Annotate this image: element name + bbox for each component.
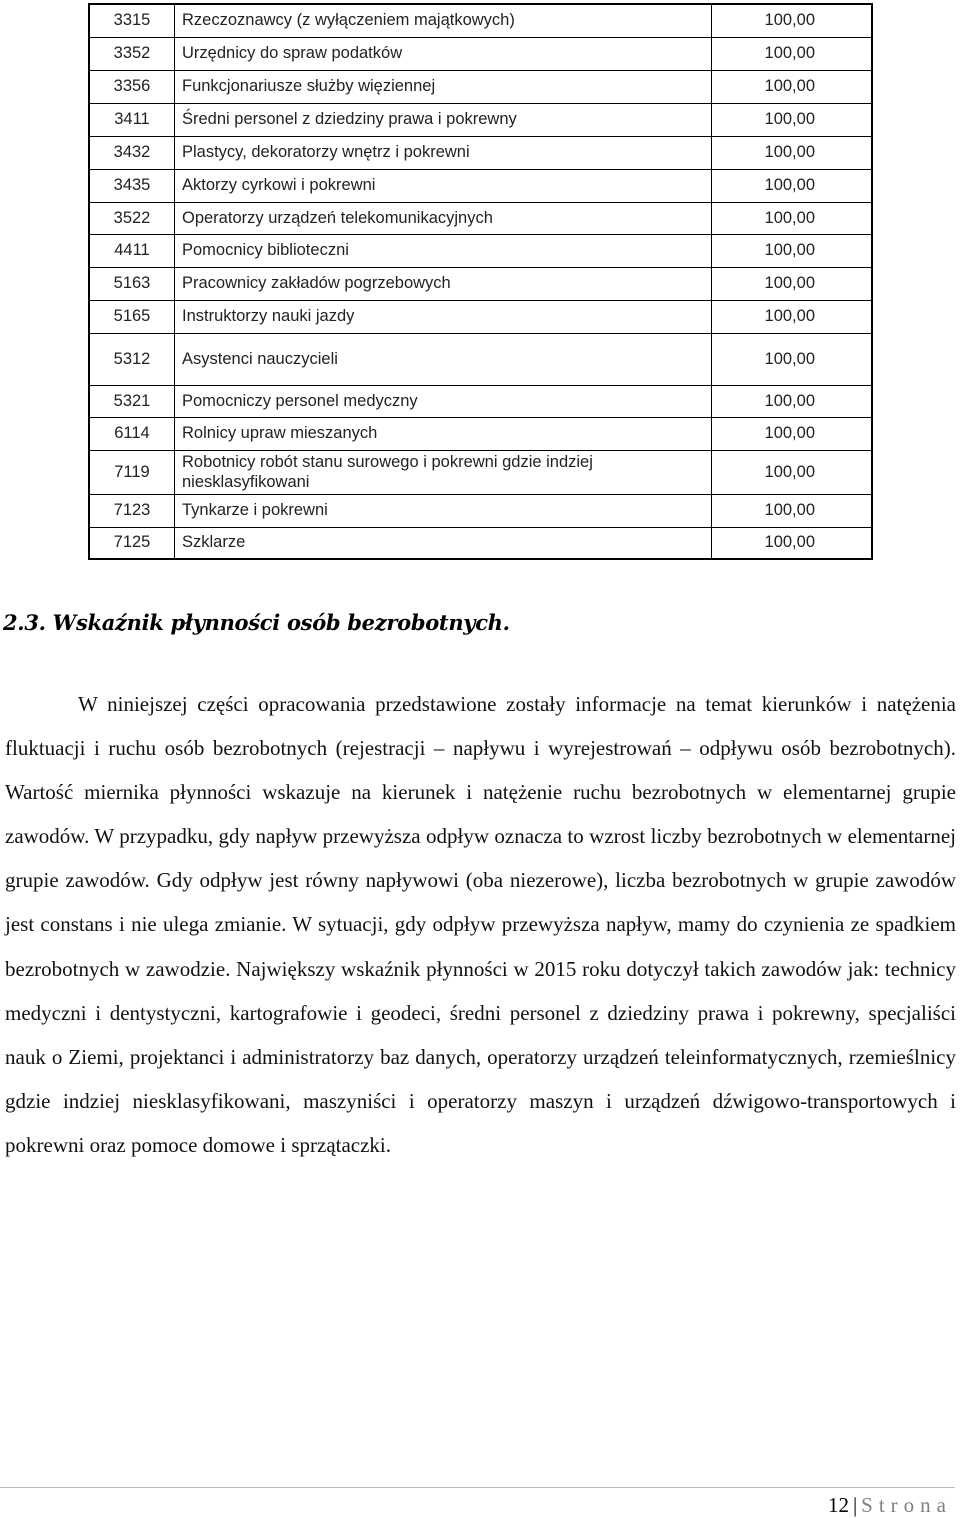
occupation-name: Funkcjonariusze służby więziennej: [175, 70, 712, 103]
occupation-name: Operatorzy urządzeń telekomunikacyjnych: [175, 202, 712, 234]
table-row: [89, 494, 872, 527]
table-row: [89, 267, 872, 300]
occupation-code: 5321: [89, 385, 175, 417]
table-body: [89, 4, 872, 559]
occupation-name: Szklarze: [175, 527, 712, 559]
occupation-code: 3411: [89, 103, 175, 136]
table-row: [89, 202, 872, 234]
table-row: [89, 234, 872, 267]
occupation-code: 3356: [89, 70, 175, 103]
occupation-code: 3522: [89, 202, 175, 234]
occupation-name: Pomocniczy personel medyczny: [175, 385, 712, 417]
occupation-name: Robotnicy robót stanu surowego i pokrewni gdzie indziej niesklasyfikowani: [175, 450, 712, 494]
occupation-value: 100,00: [712, 169, 873, 202]
occupation-value: 100,00: [712, 333, 873, 385]
occupation-name: Pomocnicy biblioteczni: [175, 234, 712, 267]
occupation-value: 100,00: [712, 385, 873, 417]
page-number: 12: [827, 1493, 849, 1517]
occupation-name: Urzędnicy do spraw podatków: [175, 37, 712, 70]
table-row: [89, 385, 872, 417]
occupation-code: 7125: [89, 527, 175, 559]
page-number-label: [828, 1493, 952, 1518]
occupation-value: 100,00: [712, 70, 873, 103]
body-paragraph: W niniejszej części opracowania przedstawione zostały informacje na temat kierunków i natężenia fluktuacji i ruchu osób bezrobotnych (rejestracji – napływu i wyrejestrowań – odpływu osób bezrobotnych). Wartość miernika płynności wskazuje na kierunek i natężenie ruchu bezrobotnych w elementarnej grupie zawodów. W przypadku, gdy napływ przewyższa odpływ oznacza to wzrost liczby bezrobotnych w elementarnej grupie zawodów. Gdy odpływ jest równy napływowi (oba niezerowe), liczba bezrobotnych w grupie zawodów jest constans i nie ulega zmianie. W sytuacji, gdy odpływ przewyższa napływ, mamy do czynienia ze spadkiem bezrobotnych w zawodzie. Największy wskaźnik płynności w 2015 roku dotyczył takich zawodów jak: technicy medyczni i dentystyczni, kartografowie i geodeci, średni personel z dziedziny prawa i pokrewny, specjaliści nauk o Ziemi, projektanci i administratorzy baz danych, operatorzy urządzeń teleinformatycznych, rzemieślnicy gdzie indziej niesklasyfikowani, maszyniści i operatorzy maszyn i urządzeń dźwigowo-transportowych i pokrewni oraz pomoce domowe i sprzątaczki.: [5, 692, 956, 1157]
occupation-value: 100,00: [712, 37, 873, 70]
page-footer: [0, 1487, 960, 1517]
occupation-value: 100,00: [712, 4, 873, 37]
occupations-table: [88, 3, 873, 560]
occupation-code: 3435: [89, 169, 175, 202]
occupation-name: Rzeczoznawcy (z wyłączeniem majątkowych): [175, 4, 712, 37]
footer-separator: |: [852, 1493, 858, 1517]
occupation-name: Asystenci nauczycieli: [175, 333, 712, 385]
occupation-value: 100,00: [712, 494, 873, 527]
occupation-value: 100,00: [712, 300, 873, 333]
table-row: [89, 417, 872, 450]
table-row: [89, 70, 872, 103]
occupation-code: 5165: [89, 300, 175, 333]
occupation-code: 3432: [89, 136, 175, 169]
occupation-value: 100,00: [712, 527, 873, 559]
table-row: [89, 450, 872, 494]
occupation-code: 3315: [89, 4, 175, 37]
occupation-code: 5312: [89, 333, 175, 385]
occupation-code: 6114: [89, 417, 175, 450]
occupation-code: 3352: [89, 37, 175, 70]
occupation-code: 5163: [89, 267, 175, 300]
occupation-name: Pracownicy zakładów pogrzebowych: [175, 267, 712, 300]
occupation-name: Rolnicy upraw mieszanych: [175, 417, 712, 450]
table-row: [89, 300, 872, 333]
occupation-value: 100,00: [712, 103, 873, 136]
occupation-name: Tynkarze i pokrewni: [175, 494, 712, 527]
occupation-name: Plastycy, dekoratorzy wnętrz i pokrewni: [175, 136, 712, 169]
occupation-value: 100,00: [712, 267, 873, 300]
occupation-value: 100,00: [712, 417, 873, 450]
page-label: Strona: [861, 1493, 952, 1517]
table-row: [89, 169, 872, 202]
occupation-value: 100,00: [712, 136, 873, 169]
occupation-code: 7123: [89, 494, 175, 527]
table-row: [89, 4, 872, 37]
table-row: [89, 527, 872, 559]
table-row: [89, 103, 872, 136]
table-row: [89, 136, 872, 169]
table-row: [89, 37, 872, 70]
occupation-name: Aktorzy cyrkowi i pokrewni: [175, 169, 712, 202]
occupation-value: 100,00: [712, 234, 873, 267]
table-row: [89, 333, 872, 385]
occupation-name: Instruktorzy nauki jazdy: [175, 300, 712, 333]
occupation-code: 4411: [89, 234, 175, 267]
section-heading: 2.3. Wskaźnik płynności osób bezrobotnych.: [3, 610, 510, 635]
occupation-name: Średni personel z dziedziny prawa i pokrewny: [175, 103, 712, 136]
occupation-code: 7119: [89, 450, 175, 494]
occupation-value: 100,00: [712, 450, 873, 494]
footer-rule: [0, 1487, 955, 1488]
occupation-value: 100,00: [712, 202, 873, 234]
